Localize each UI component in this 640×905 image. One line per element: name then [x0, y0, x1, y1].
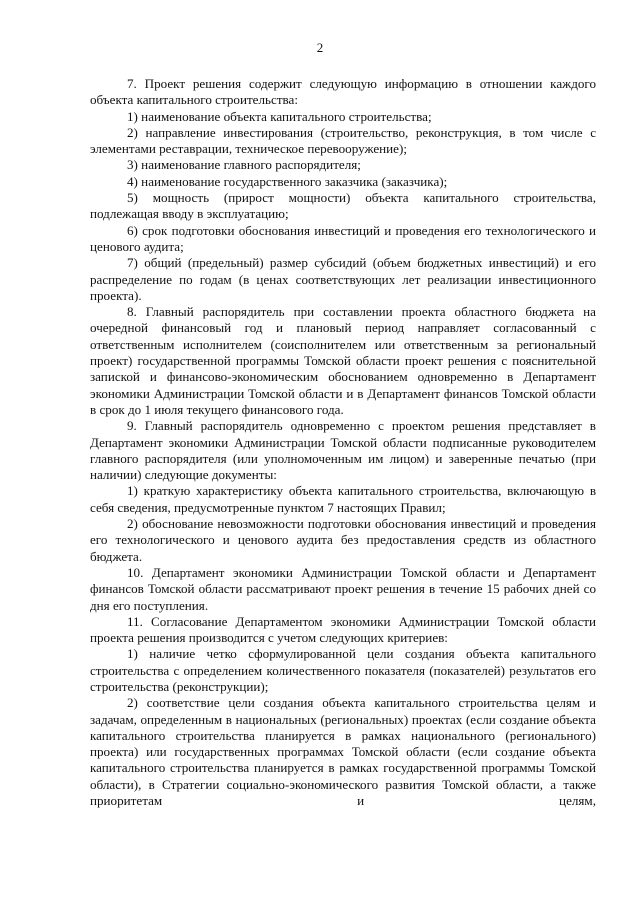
page-number: 2: [316, 40, 324, 55]
list-item-11-2: 2) соответствие цели создания объекта капитального строительства целям и задачам, определенным в национальных (региональных) проектах (если создание объекта капитального строительства планируется в рамках национального (регионального) проекта) или государственных программах Томской области (если создание объекта капитального строительства планируется в рамках государственной программы Томской области), в Стратегии социально-экономического развития Томской области, а также приоритетам и целям,: [90, 695, 596, 809]
paragraph-10: 10. Департамент экономики Администрации Томской области и Департамент финансов Томской области рассматривают проект решения в течение 15 рабочих дней со дня его поступления.: [90, 564, 596, 613]
paragraph-8: 8. Главный распорядитель при составлении проекта областного бюджета на очередной финансовый год и плановый период направляет согласованный с ответственным исполнителем (соисполнителем или ответственным за региональный проект) государственной программы Томской области проект решения с пояснительной запиской и финансово-экономическим обоснованием одновременно в Департамент экономики Администрации Томской области и в Департамент финансов Томской области в срок до 1 июля текущего финансового года.: [90, 304, 596, 417]
paragraph-7-intro: 7. Проект решения содержит следующую информацию в отношении каждого объекта капитального строительства:: [90, 76, 596, 108]
list-item-7-1: 1) наименование объекта капитального строительства;: [127, 108, 432, 124]
list-item-7-7: 7) общий (предельный) размер субсидий (объем бюджетных инвестиций) и его распределение по годам (в ценах соответствующих лет реализации инвестиционного проекта).: [90, 255, 596, 303]
list-item-7-5: 5) мощность (прирост мощности) объекта капитального строительства, подлежащая вводу в эксплуатацию;: [90, 190, 596, 222]
paragraph-11-intro: 11. Согласование Департаментом экономики Администрации Томской области проекта решения производится с учетом следующих критериев:: [90, 613, 596, 646]
paragraph-9-intro: 9. Главный распорядитель одновременно с проектом решения представляет в Департамент экономики Администрации Томской области подписанные руководителем главного распорядителя (или уполномоченным им лицом) и заверенные печатью (при наличии) следующие документы:: [90, 418, 596, 483]
list-item-7-6: 6) срок подготовки обоснования инвестиций и проведения его технологического и ценового аудита;: [90, 222, 596, 254]
list-item-9-1: 1) краткую характеристику объекта капитального строительства, включающую в себя сведения, предусмотренные пунктом 7 настоящих Правил;: [90, 483, 596, 515]
list-item-7-2: 2) направление инвестирования (строительство, реконструкция, в том числе с элементами реставрации, техническое перевооружение);: [90, 124, 596, 157]
list-item-9-2: 2) обоснование невозможности подготовки обоснования инвестиций и проведения его технологического и ценового аудита без предоставления средств из областного бюджета.: [90, 516, 596, 564]
list-item-7-4: 4) наименование государственного заказчика (заказчика);: [127, 173, 448, 189]
document-body: [90, 76, 596, 809]
list-item-11-1: 1) наличие четко сформулированной цели создания объекта капитального строительства с определением количественного показателя (показателей) результатов его строительства (реконструкции);: [90, 646, 596, 694]
list-item-7-3: 3) наименование главного распорядителя;: [127, 157, 361, 173]
